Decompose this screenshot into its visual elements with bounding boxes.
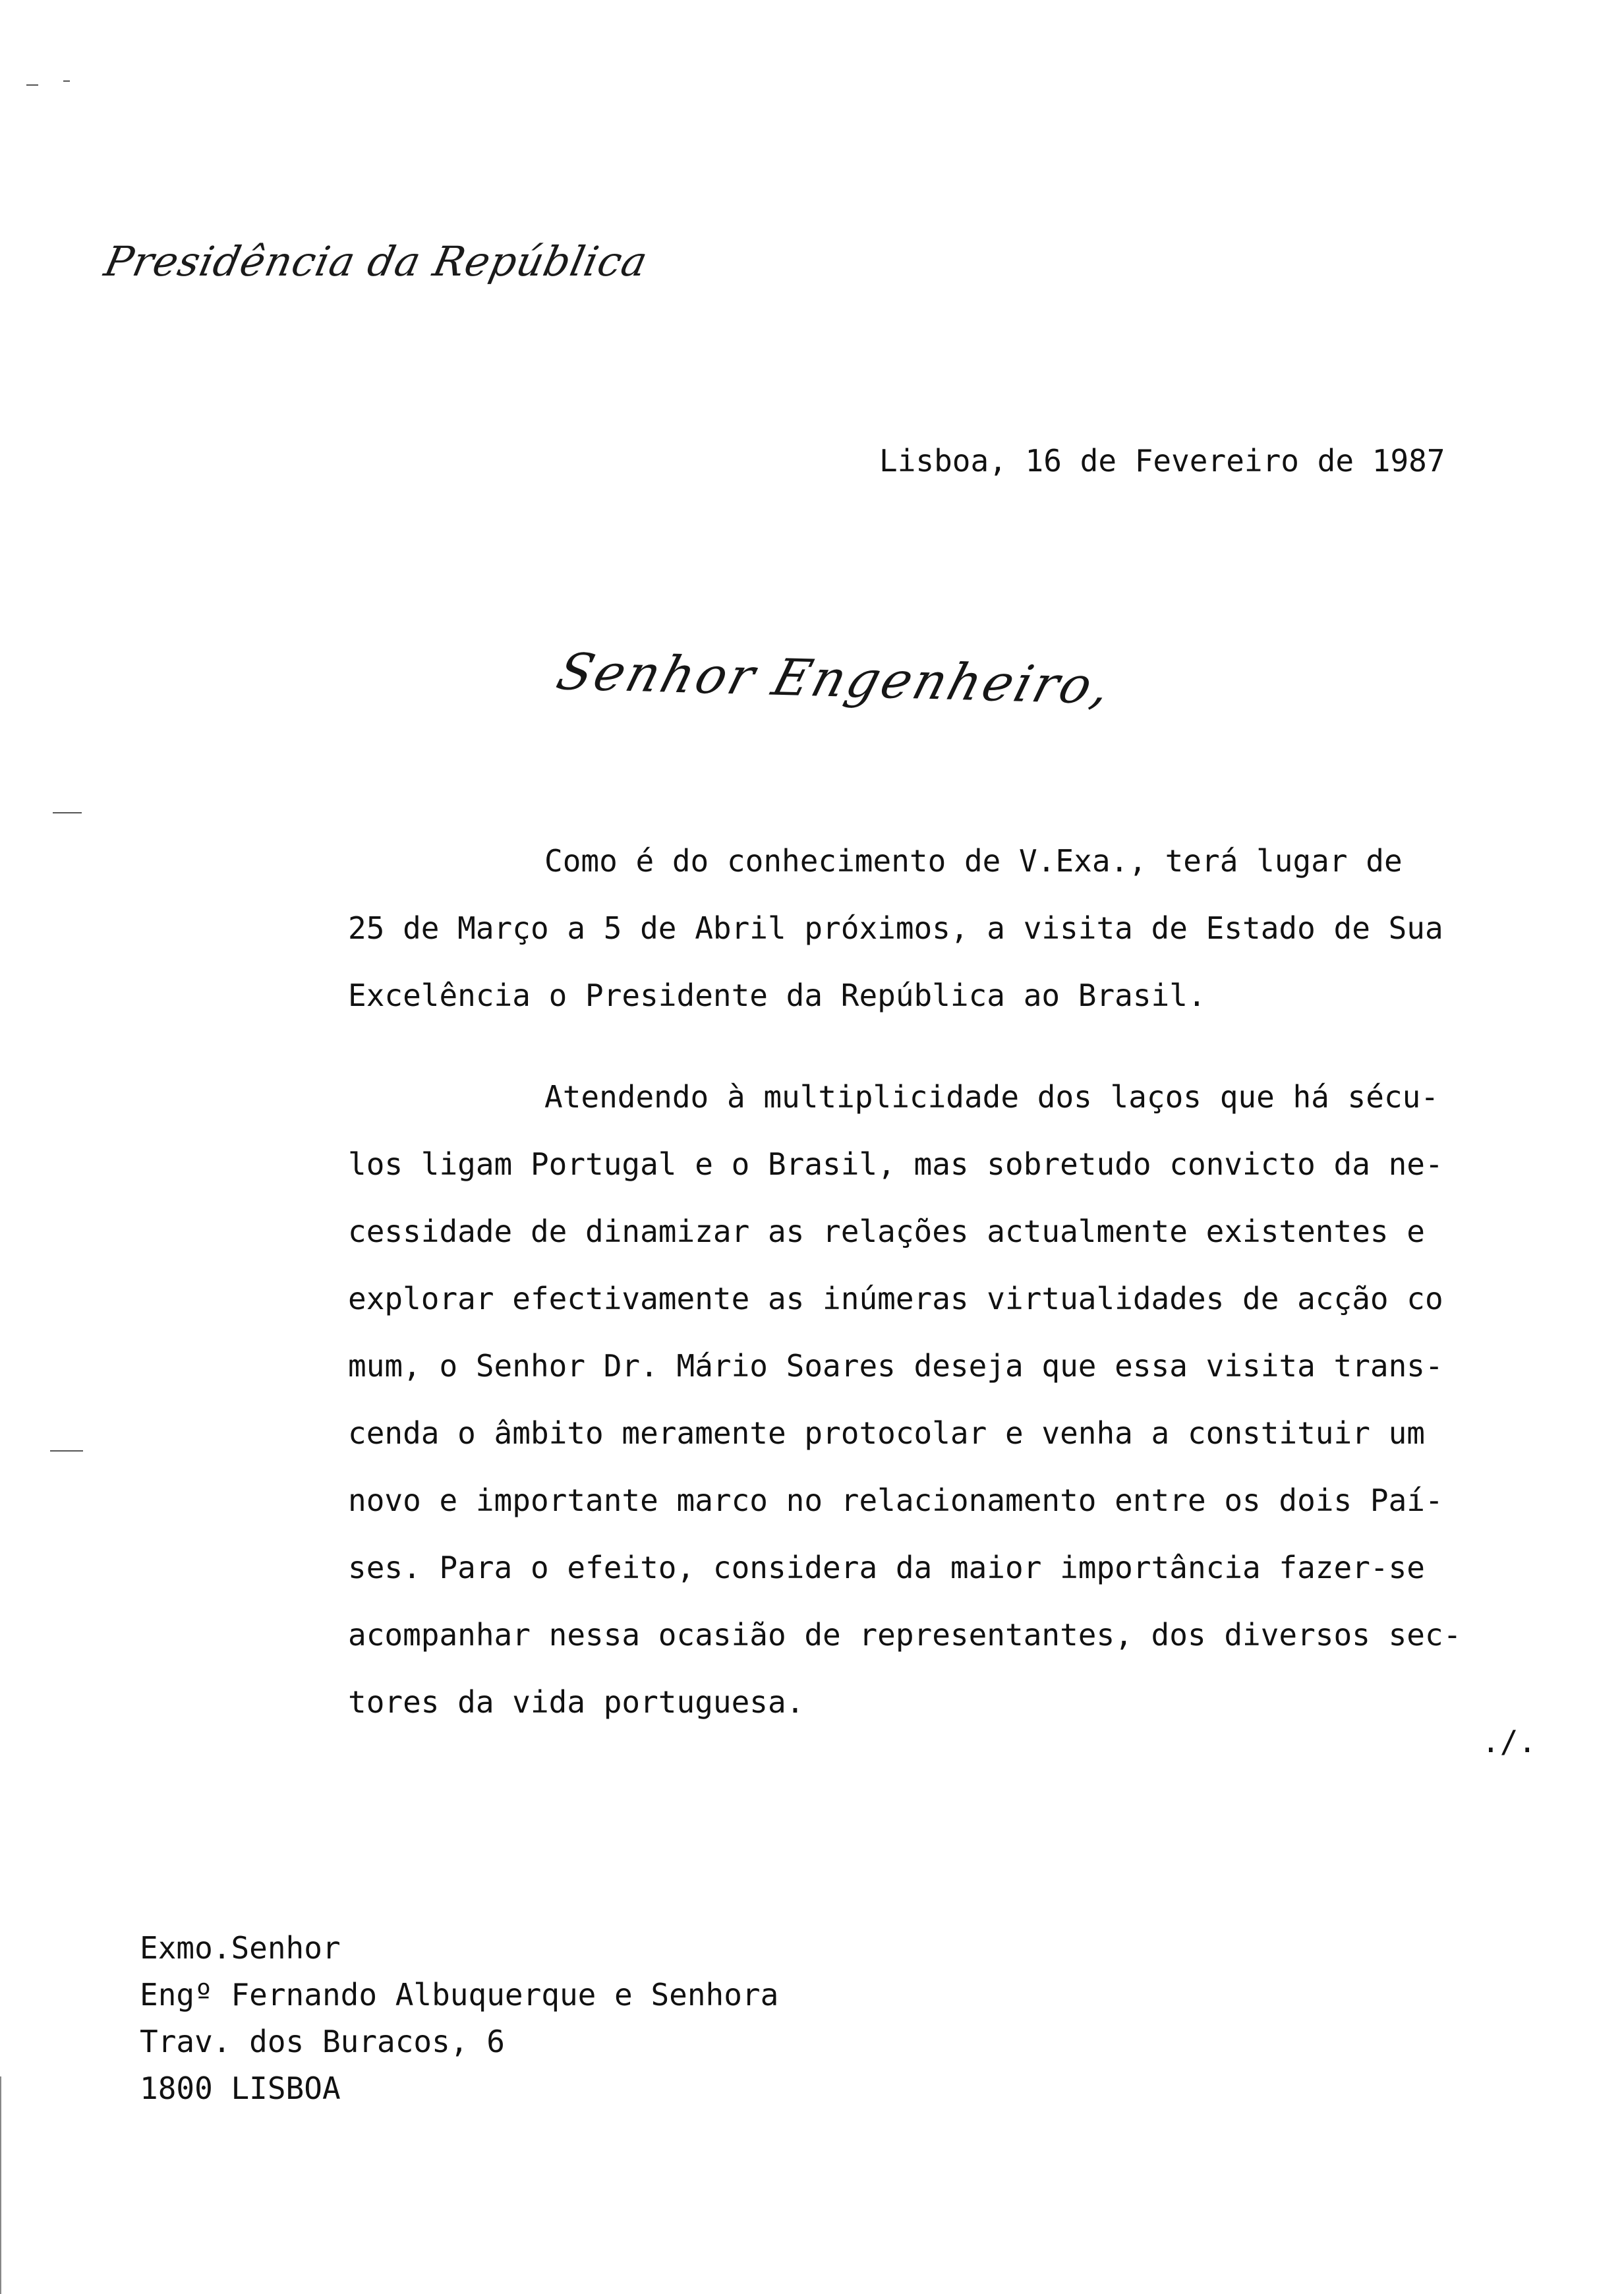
address-line: 1800 LISBOA [140,2071,341,2106]
paragraph-1 [348,827,1548,1029]
body-line: Atendendo à multiplicidade dos laços que há sécu- [544,1079,1439,1115]
recipient-address [140,1925,778,2112]
body-line: 25 de Março a 5 de Abril próximos, a visita de Estado de Sua [348,910,1443,946]
body-line: acompanhar nessa ocasião de representantes, dos diversos sec- [348,1617,1462,1653]
margin-mark [63,80,70,82]
handwritten-salutation: Senhor Engenheiro, [550,641,1120,716]
body-line: Excelência o Presidente da República ao Brasil. [348,978,1206,1013]
continuation-mark: ./. [1482,1724,1537,1759]
address-line: Trav. dos Buracos, 6 [140,2024,505,2059]
body-line: cessidade de dinamizar as relações actualmente existentes e [348,1214,1425,1249]
scan-edge-line [0,2076,1,2294]
margin-mark [53,812,82,813]
address-line: Exmo.Senhor [140,1930,341,1966]
margin-mark [50,1450,83,1452]
letter-body [348,827,1548,1770]
paragraph-2 [348,1063,1548,1736]
letterhead: Presidência da República [100,237,652,285]
body-line: cenda o âmbito meramente protocolar e venha a constituir um [348,1415,1425,1451]
body-line: ses. Para o efeito, considera da maior importância fazer-se [348,1550,1425,1585]
address-line: Engº Fernando Albuquerque e Senhora [140,1977,779,2013]
body-line: mum, o Senhor Dr. Mário Soares deseja que essa visita trans- [348,1348,1443,1384]
body-line: tores da vida portuguesa. [348,1684,805,1720]
letter-date: Lisboa, 16 de Fevereiro de 1987 [879,443,1445,479]
body-line: los ligam Portugal e o Brasil, mas sobretudo convicto da ne- [348,1146,1443,1182]
body-line: explorar efectivamente as inúmeras virtualidades de acção co [348,1281,1443,1316]
body-line: Como é do conhecimento de V.Exa., terá lugar de [544,843,1403,879]
margin-mark [26,84,38,86]
body-line: novo e importante marco no relacionamento entre os dois Paí- [348,1483,1443,1518]
